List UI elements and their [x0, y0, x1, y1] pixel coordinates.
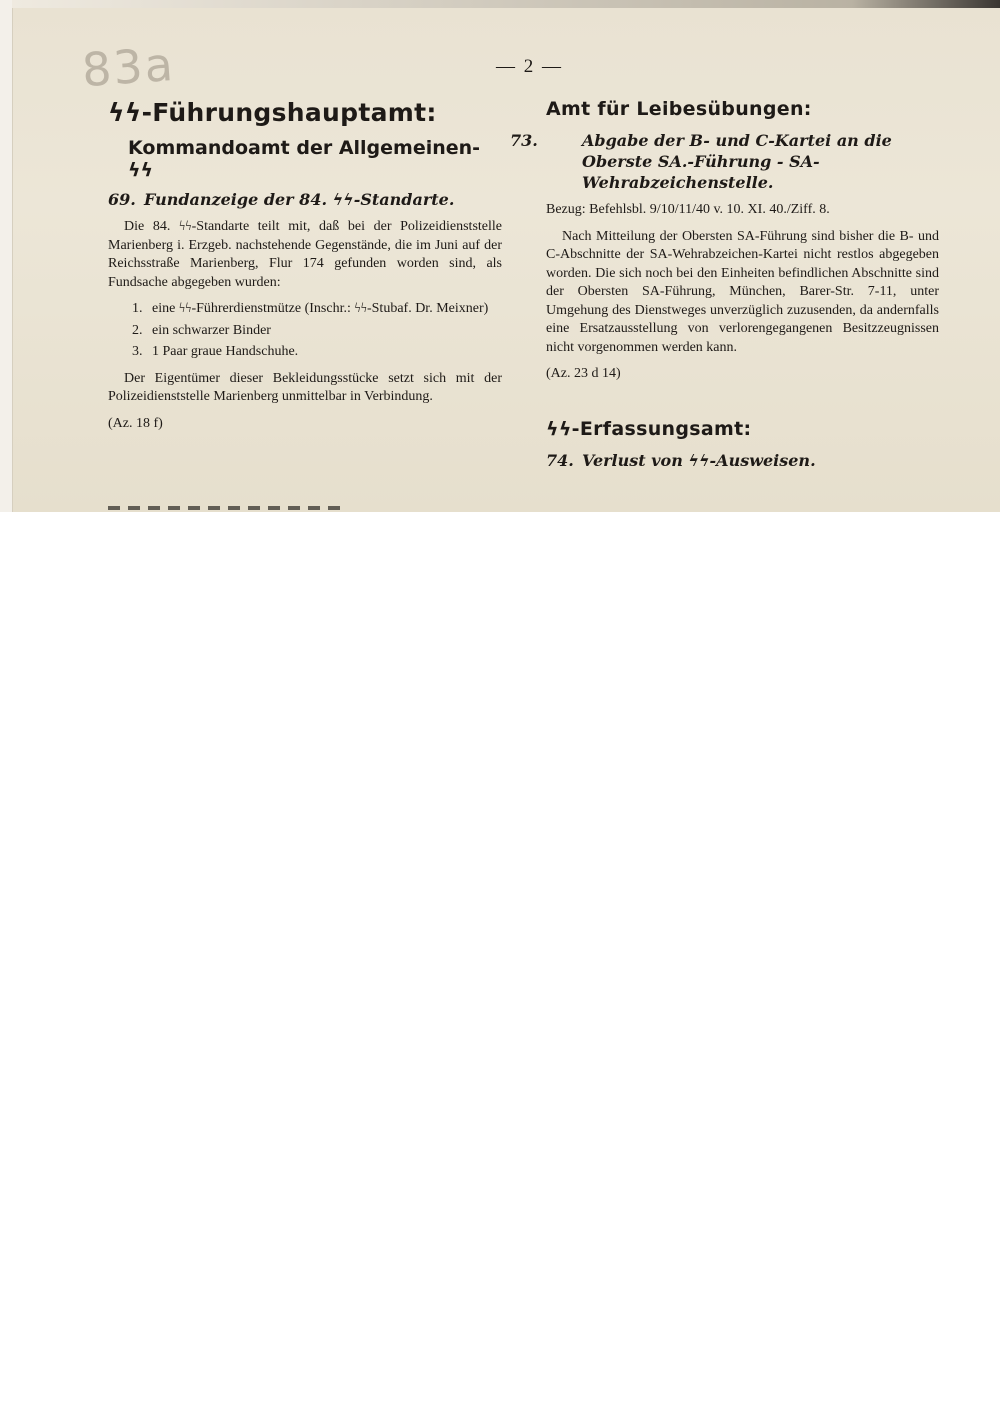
page-edge-left — [0, 0, 13, 512]
cut-off-text-line — [108, 506, 348, 512]
right-column — [510, 98, 939, 479]
list-item: 2. ein schwarzer Binder — [146, 322, 502, 341]
scanned-page — [0, 0, 1000, 512]
item-74-title: Verlust von ϟϟ-Ausweisen. — [582, 450, 816, 470]
item-73-title: Abgabe der B- und C-Kartei an die Oberste SA.-Führung - SA-Wehrabzeichenstelle. — [582, 131, 892, 192]
item-73-heading — [510, 130, 939, 193]
item-73-number: 73. — [510, 131, 538, 150]
office-title-erfassungsamt: ϟϟ-Erfassungsamt: — [546, 417, 752, 440]
office-title-leibesuebungen: Amt für Leibesübungen: — [546, 98, 812, 120]
section-gap — [546, 392, 939, 418]
item-69-title: Fundanzeige der 84. ϟϟ-Standarte. — [144, 190, 455, 209]
item-69-closing: Der Eigentümer dieser Bekleidungsstücke setzt sich mit der Polizeidienststelle Marienberg unmittelbar in Verbindung. — [108, 370, 502, 404]
handwritten-note: 83a — [80, 36, 177, 98]
item-73-bezug: Bezug: Befehlsbl. 9/10/11/40 v. 10. XI. 40./Ziff. 8. — [546, 202, 830, 217]
page-edge-top — [12, 0, 1000, 8]
item-74-heading — [546, 450, 939, 471]
item-69-heading — [108, 189, 502, 210]
list-item: 3. 1 Paar graue Handschuhe. — [146, 343, 502, 362]
item-69-list — [108, 300, 502, 362]
item-73-body: Nach Mitteilung der Obersten SA-Führung sind bisher die B- und C-Abschnitte der SA-Wehrabzeichen-Kartei nicht restlos abgegeben worden. Die sich noch bei den Einheiten befindlichen Abschnitte sind der Obersten SA-Führung, München, Barer-Str. 7-11, unter Umgehung des Dienstweges unverzüglich zuzusenden, da andernfalls eine Ersatzausstellung von verlorengegangenen Besitzzeugnissen nicht vorgenommen werden kann. — [546, 228, 939, 355]
office-title-fuehrungshauptamt: ϟϟ-Führungshauptamt: — [108, 98, 437, 127]
page-number: — 2 — — [496, 56, 563, 77]
item-69-reference: (Az. 18 f) — [108, 415, 163, 431]
list-item: 1. eine ϟϟ-Führerdienstmütze (Inschr.: ϟϟ-Stubaf. Dr. Meixner) — [146, 300, 502, 319]
item-73-reference: (Az. 23 d 14) — [546, 366, 621, 381]
sub-office-title: Kommandoamt der Allgemeinen-ϟϟ — [128, 137, 481, 181]
left-column — [108, 98, 502, 441]
item-69-number: 69. — [108, 190, 136, 209]
item-69-intro: Die 84. ϟϟ-Standarte teilt mit, daß bei der Polizeidienststelle Marienberg i. Erzgeb. nachstehende Gegenstände, die im Juni auf der Reichsstraße Marienberg, Flur 174 gefunden worden sind, als Fundsache abgegeben wurden: — [108, 219, 502, 290]
item-74-number: 74. — [546, 450, 574, 470]
